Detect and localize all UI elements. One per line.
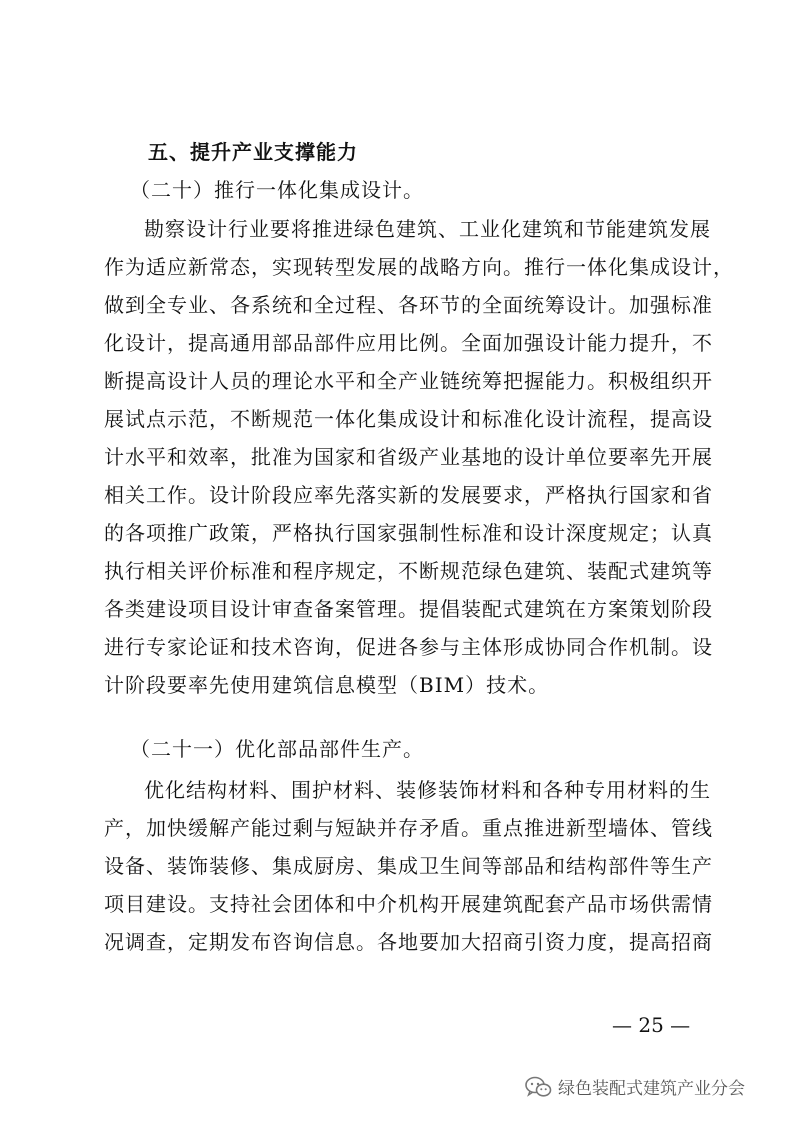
subsection-heading-21: （二十一）优化部品部件生产。 bbox=[130, 737, 424, 761]
paragraph-line: 化设计，提高通用部品部件应用比例。全面加强设计能力提升，不 bbox=[104, 331, 713, 355]
paragraph-line: 断提高设计人员的理论水平和全产业链统筹把握能力。积极组织开 bbox=[104, 369, 713, 393]
paragraph-line: 展试点示范，不断规范一体化集成设计和标准化设计流程，提高设 bbox=[104, 407, 713, 431]
paragraph-line: 勘察设计行业要将推进绿色建筑、工业化建筑和节能建筑发展 bbox=[144, 217, 711, 241]
wechat-watermark bbox=[524, 1074, 745, 1099]
paragraph-line: 相关工作。设计阶段应率先落实新的发展要求，严格执行国家和省 bbox=[104, 483, 713, 507]
subsection-heading-20: （二十）推行一体化集成设计。 bbox=[130, 178, 424, 202]
paragraph-line: 的各项推广政策，严格执行国家强制性标准和设计深度规定；认真 bbox=[104, 521, 713, 545]
paragraph-line: 作为适应新常态，实现转型发展的战略方向。推行一体化集成设计， bbox=[104, 255, 734, 279]
paragraph-21 bbox=[104, 771, 713, 961]
paragraph-line: 优化结构材料、围护材料、装修装饰材料和各种专用材料的生 bbox=[144, 778, 711, 802]
paragraph-line: 设备、装饰装修、集成厨房、集成卫生间等部品和结构部件等生产 bbox=[104, 854, 713, 878]
page-number: — 25 — bbox=[612, 1013, 691, 1037]
wechat-icon bbox=[524, 1075, 552, 1099]
paragraph-line: 执行相关评价标准和程序规定，不断规范绿色建筑、装配式建筑等 bbox=[104, 559, 713, 583]
paragraph-line: 计阶段要率先使用建筑信息模型（BIM）技术。 bbox=[104, 673, 550, 697]
paragraph-line: 计水平和效率，批准为国家和省级产业基地的设计单位要率先开展 bbox=[104, 445, 713, 469]
paragraph-line: 各类建设项目设计审查备案管理。提倡装配式建筑在方案策划阶段 bbox=[104, 597, 713, 621]
watermark-text: 绿色装配式建筑产业分会 bbox=[558, 1079, 745, 1099]
paragraph-line: 做到全专业、各系统和全过程、各环节的全面统筹设计。加强标准 bbox=[104, 293, 713, 317]
paragraph-line: 产，加快缓解产能过剩与短缺并存矛盾。重点推进新型墙体、管线 bbox=[104, 816, 713, 840]
paragraph-line: 进行专家论证和技术咨询，促进各参与主体形成协同合作机制。设 bbox=[104, 635, 713, 659]
paragraph-line: 况调查，定期发布咨询信息。各地要加大招商引资力度，提高招商 bbox=[104, 930, 713, 954]
paragraph-line: 项目建设。支持社会团体和中介机构开展建筑配套产品市场供需情 bbox=[104, 892, 713, 916]
paragraph-20 bbox=[104, 210, 734, 704]
section-heading: 五、提升产业支撑能力 bbox=[148, 140, 358, 164]
